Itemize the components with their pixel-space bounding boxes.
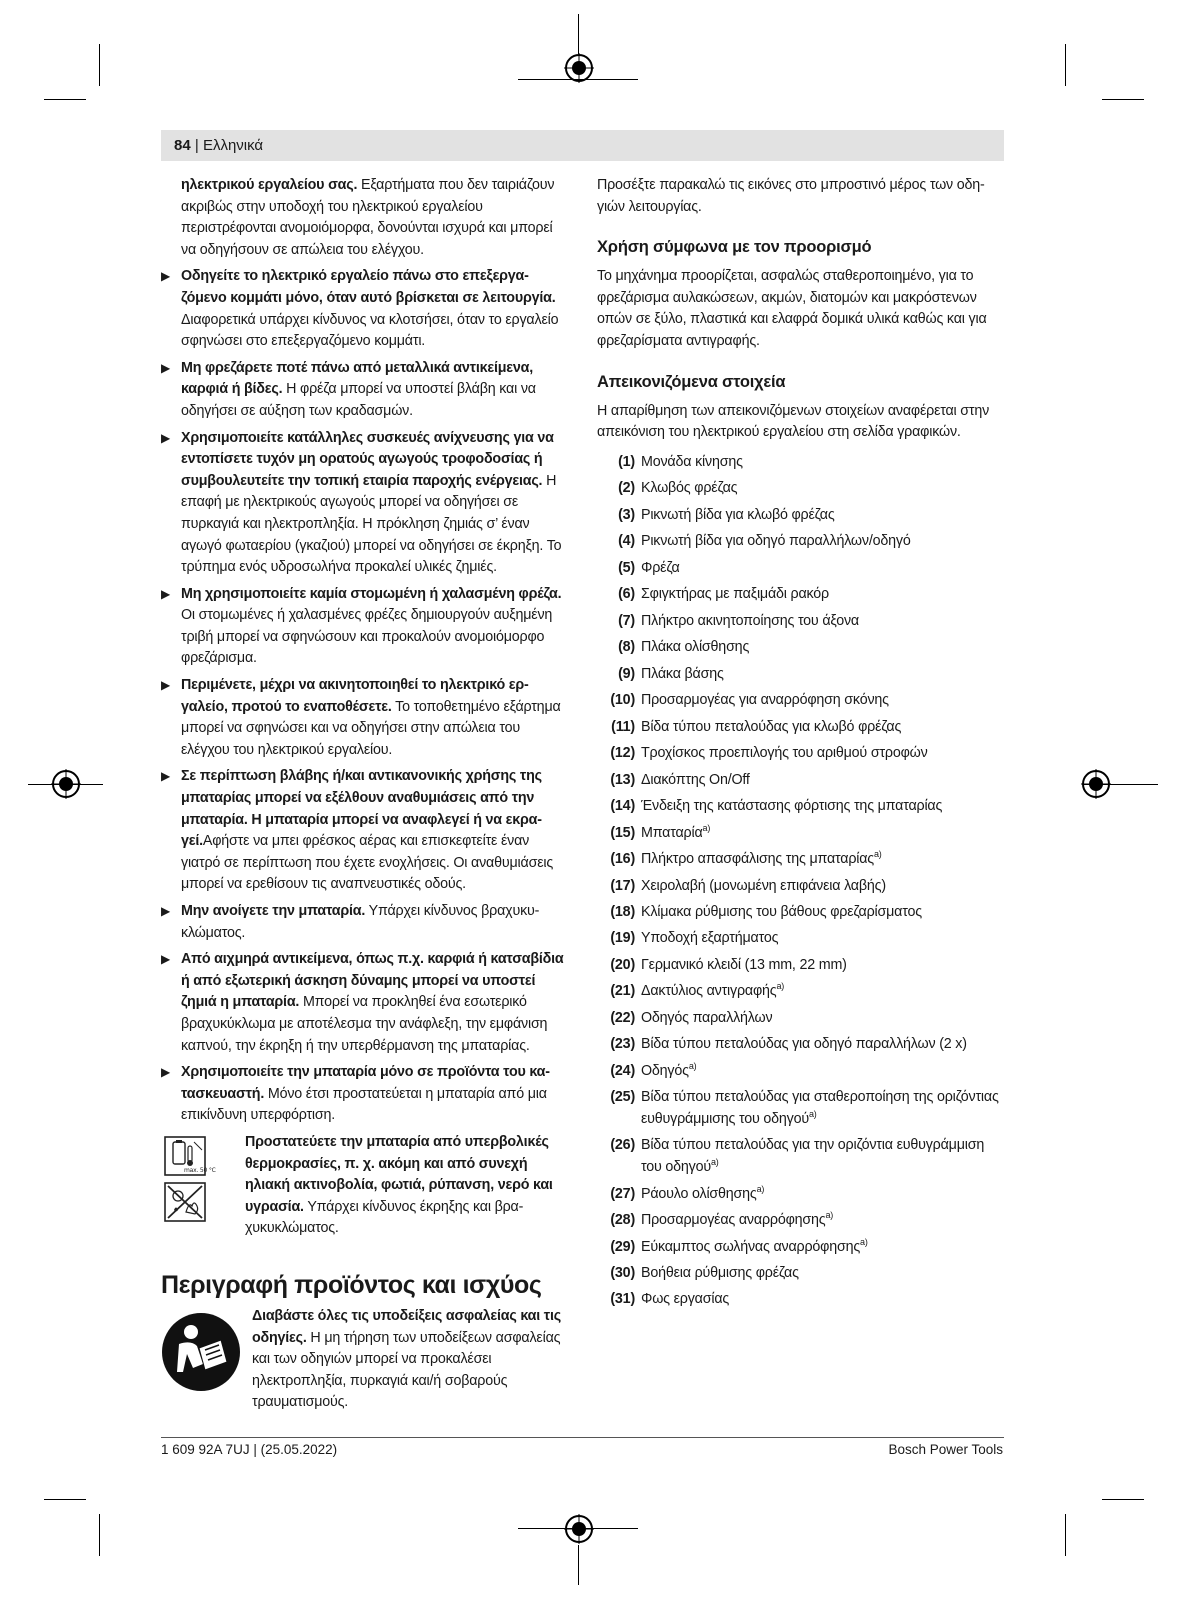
component-label: Βίδα τύπου πεταλούδας για την οριζόντια ευθυγράμμιση του οδηγού <box>641 1137 985 1176</box>
component-number: (11) <box>611 718 635 735</box>
crop-mark <box>99 44 100 86</box>
registration-mark <box>1081 769 1111 799</box>
bullet-triangle-icon: ▶ <box>161 678 171 693</box>
read-instructions-text: Διαβάστε όλες τις υποδείξεις ασφαλείας και τις οδηγίες. Η μη τήρηση των υποδείξεων ασφαλείας και των οδηγιών μπορεί να προκαλέσει ηλεκτροπληξία, πυρκαγιά και/ή σοβαρούς τραυματισμούς. <box>252 1307 561 1411</box>
component-label: Υποδοχή εξαρτήματος <box>641 930 779 947</box>
component-item <box>597 478 1003 500</box>
component-item <box>597 452 1003 474</box>
page-header <box>161 130 1004 161</box>
safety-bullet: ▶ Οδηγείτε το ηλεκτρικό εργαλείο πάνω στο επεξεργαζόμενο κομμάτι μόνο, όταν αυτό βρίσκεται σε λειτουργία. Διαφορετικά υπάρχει κίνδυνος να κλοτσήσει, όταν το εργαλείο σφηνώσει στο επεξεργαζόμενο κομμάτι. <box>161 268 559 350</box>
footnote-marker: a) <box>808 1109 817 1120</box>
bullet-triangle-icon: ▶ <box>161 952 171 967</box>
safety-bullet: ▶ Χρησιμοποιείτε κατάλληλες συσκευές ανίχνευσης για να εντοπίσετε τυχόν μη ορατούς αγωγούς τροφοδοσίας ή συμβουλευτείτε την τοπική εταιρία παροχής ενέργειας. Η επαφή με ηλεκτρικούς αγωγούς μπορεί να οδηγήσει σε πυρκαγιά και ηλεκτροπληξία. Η πρόκληση ζημιάς σ’ έναν αγωγό φωταερίου (γκαζιού) μπορεί να οδηγήσει σε έκρηξη. Το τρύπημα ενός υδροσωλήνα προκαλεί υλικές ζημιές. <box>161 429 562 576</box>
component-label: Προσαρμογέας αναρρόφησης <box>641 1212 826 1229</box>
bullet-triangle-icon: ▶ <box>161 586 171 601</box>
component-number: (30) <box>610 1264 635 1281</box>
component-item <box>597 981 1003 1003</box>
header-separator: | <box>194 137 199 154</box>
component-label: Φρέζα <box>641 559 680 576</box>
component-number: (27) <box>610 1185 635 1202</box>
safety-bullet: ▶ Μην ανοίγετε την μπαταρία. Υπάρχει κίνδυνος βραχυκυκλώματος. <box>161 903 540 941</box>
component-item <box>597 928 1003 950</box>
max-temperature-icon <box>164 1136 216 1176</box>
section-title: Περιγραφή προϊόντος και ισχύος <box>161 1270 542 1299</box>
component-label: Βίδα τύπου πεταλούδας για κλωβό φρέζας <box>641 718 902 735</box>
component-item <box>597 743 1003 765</box>
component-number: (31) <box>610 1291 635 1308</box>
component-number: (14) <box>610 798 635 815</box>
crop-mark <box>1102 1499 1144 1500</box>
component-number: (18) <box>610 903 635 920</box>
component-number: (5) <box>618 559 635 576</box>
crop-mark <box>578 14 579 54</box>
component-number: (13) <box>610 771 635 788</box>
component-item <box>597 796 1003 818</box>
component-label: Κλίμακα ρύθμισης του βάθους φρεζαρίσματος <box>641 903 922 920</box>
crop-mark <box>99 1514 100 1556</box>
component-number: (28) <box>610 1212 635 1229</box>
component-item <box>597 1184 1003 1206</box>
component-number: (21) <box>610 983 635 1000</box>
component-number: (8) <box>618 639 635 656</box>
component-label: Δακτύλιος αντιγραφής <box>641 983 777 1000</box>
components-intro: Η απαρίθμηση των απεικονιζόμενων στοιχείων αναφέρεται στην απεικόνιση του ηλεκτρικού εργαλείου στη σελίδα γραφικών. <box>597 402 990 441</box>
component-label: Ρικνωτή βίδα για οδηγό παραλλήλων/οδηγό <box>641 533 911 550</box>
component-item <box>597 876 1003 898</box>
read-manual-icon <box>161 1312 241 1392</box>
component-item <box>597 584 1003 606</box>
crop-mark <box>44 1499 86 1500</box>
component-label: Πλάκα ολίσθησης <box>641 639 750 656</box>
language-label: Ελληνικά <box>202 137 264 154</box>
footer-doc-id: 1 609 92A 7UJ | (25.05.2022) <box>161 1442 338 1457</box>
component-number: (4) <box>618 533 635 550</box>
component-number: (1) <box>618 453 635 470</box>
footnote-marker: a) <box>688 1061 697 1072</box>
component-number: (16) <box>610 851 635 868</box>
component-item <box>597 1061 1003 1083</box>
component-number: (22) <box>610 1009 635 1026</box>
component-item <box>597 505 1003 527</box>
component-item <box>597 1087 1003 1130</box>
component-label: Βίδα τύπου πεταλούδας για οδηγό παραλλήλων (2 x) <box>641 1036 967 1053</box>
component-number: (9) <box>618 665 635 682</box>
heat-warning <box>161 1132 566 1240</box>
read-instructions-notice <box>161 1306 566 1414</box>
safety-bullet: ▶ Μη φρεζάρετε ποτέ πάνω από μεταλλικά αντικείμενα, καρφιά ή βίδες. Η φρέζα μπορεί να υποστεί βλάβη και να οδηγήσει σε αύξηση των κραδασμών. <box>161 359 536 419</box>
component-label: Φως εργασίας <box>641 1291 730 1308</box>
component-item <box>597 611 1003 633</box>
footnote-marker: a) <box>825 1210 834 1221</box>
components-list <box>597 452 1003 1311</box>
component-label: Προσαρμογέας για αναρρόφηση σκόνης <box>641 692 889 709</box>
footer-brand: Bosch Power Tools <box>888 1442 1003 1457</box>
component-label: Βοήθεια ρύθμισης φρέζας <box>641 1264 799 1281</box>
footnote-marker: a) <box>874 849 882 860</box>
component-number: (25) <box>610 1089 635 1106</box>
component-item <box>597 1135 1003 1178</box>
component-number: (2) <box>618 480 635 497</box>
component-number: (15) <box>610 824 635 841</box>
bullet-triangle-icon: ▶ <box>161 904 171 918</box>
left-column <box>161 175 566 1414</box>
crop-mark <box>1102 99 1144 100</box>
max-temperature-label: max. 50 °C <box>184 1166 216 1174</box>
footnote-marker: a) <box>702 822 711 833</box>
heat-icons <box>164 1136 216 1228</box>
component-label: Μπαταρία <box>641 824 703 841</box>
footnote-marker: a) <box>756 1183 765 1194</box>
component-number: (12) <box>610 745 635 762</box>
footnote-marker: a) <box>860 1236 868 1247</box>
bullet-triangle-icon: ▶ <box>161 360 171 375</box>
crop-mark <box>578 1545 579 1585</box>
component-number: (24) <box>610 1062 635 1079</box>
bullet-triangle-icon: ▶ <box>161 1065 171 1080</box>
component-number: (26) <box>610 1137 635 1154</box>
safety-bullet-list <box>161 266 566 1127</box>
component-label: Πλήκτρο ακινητοποίησης του άξονα <box>641 612 859 629</box>
safety-bullet: ▶ Σε περίπτωση βλάβης ή/και αντικανονικής χρήσης της μπαταρίας μπορεί να εξέλθουν αναθυμιάσεις από την μπαταρία. Η μπαταρία μπορεί να αναφλεγεί ή να εκραγεί.Αφήστε να μπει φρέσκος αέρας και επισκεφτείτε έναν γιατρό σε περίπτωση που έχετε ενοχλήσεις. Οι αναθυμιάσεις μπορεί να ερεθίσουν τις αναπνευστικές οδούς. <box>161 768 554 893</box>
component-number: (3) <box>618 506 635 523</box>
crop-mark <box>1065 44 1066 86</box>
component-label: Πλήκτρο απασφάλισης της μπαταρίας <box>641 851 874 868</box>
intended-use-heading: Χρήση σύμφωνα με τον προορισμό <box>597 238 872 257</box>
component-item <box>597 902 1003 924</box>
component-label: Ρικνωτή βίδα για κλωβό φρέζας <box>641 506 835 523</box>
component-number: (7) <box>618 612 635 629</box>
footer-rule <box>161 1437 1004 1438</box>
component-number: (6) <box>618 586 635 603</box>
component-item <box>597 770 1003 792</box>
component-item <box>597 637 1003 659</box>
component-item <box>597 1034 1003 1056</box>
safety-bullet: ▶ Από αιχμηρά αντικείμενα, όπως π.χ. καρφιά ή κατσαβίδια ή από εξωτερική άσκηση δύναμης μπορεί να υποστεί ζημιά η μπαταρία. Μπορεί να προκληθεί ένα εσωτερικό βραχυκύκλωμα με αποτέλεσμα την ανάφλεξη, την εμφάνιση καπνού, την έκρηξη ή την υπερθέρμανση της μπαταρίας. <box>161 951 564 1054</box>
crop-mark <box>44 99 86 100</box>
component-label: Σφιγκτήρας με παξιμάδι ρακόρ <box>641 586 829 603</box>
component-item <box>597 1263 1003 1285</box>
component-item <box>597 664 1003 686</box>
safety-intro-paragraph: ηλεκτρικού εργαλείου σας. Εξαρτήματα που δεν ταιριάζουν ακριβώς στην υποδοχή του ηλεκτρικού εργαλείου περιστρέφονται ανομοιόμορφα, δονούνται ισχυρά και μπορεί να οδηγήσουν σε απώλεια του ελέγχου. <box>181 177 555 258</box>
component-label: Βίδα τύπου πεταλούδας για σταθεροποίηση της οριζόντιας ευθυγράμμισης του οδηγού <box>641 1089 999 1127</box>
component-number: (17) <box>610 877 635 894</box>
component-number: (10) <box>610 692 635 709</box>
heat-warning-text: Προστατεύετε την μπαταρία από υπερβολικές θερμοκρασίες, π. χ. ακόμη και από συνεχή ηλιακή ακτινοβολία, φωτιά, ρύπανση, νερό και υγρασία. Υπάρχει κίνδυνος έκρηξης και βραχυκυκλώματος. <box>245 1133 553 1237</box>
crop-mark <box>1065 1514 1066 1556</box>
component-label: Διακόπτης On/Off <box>641 771 750 788</box>
component-label: Γερμανικό κλειδί (13 mm, 22 mm) <box>641 956 847 973</box>
bullet-triangle-icon: ▶ <box>161 769 171 784</box>
intended-use-text: Το μηχάνημα προορίζεται, ασφαλώς σταθεροποιημένο, για το φρεζάρισμα αυλακώσεων, ακμών, διατομών και μακρόστενων οπών σε ξύλο, πλαστικά και ελαφρά δομικά υλικά καθώς και για φρεζαρίσματα αντιγραφής. <box>597 268 987 349</box>
registration-mark <box>51 769 81 799</box>
registration-mark <box>564 53 594 83</box>
component-number: (20) <box>610 956 635 973</box>
page-number: 84 <box>174 137 191 154</box>
right-column <box>597 175 1003 1316</box>
component-item <box>597 1008 1003 1030</box>
component-label: Μονάδα κίνησης <box>641 453 743 470</box>
component-label: Χειρολαβή (μονωμένη επιφάνεια λαβής) <box>641 877 886 894</box>
figures-note: Προσέξτε παρακαλώ τις εικόνες στο μπροστινό μέρος των οδηγιών λειτουργίας. <box>597 177 985 215</box>
component-item <box>597 1237 1003 1259</box>
component-label: Οδηγός παραλλήλων <box>641 1009 773 1026</box>
component-item <box>597 690 1003 712</box>
safety-bullet: ▶ Μη χρησιμοποιείτε καμία στομωμένη ή χαλασμένη φρέζα. Οι στομωμένες ή χαλασμένες φρέζες δημιουργούν αυξημένη τριβή μπορεί να σφηνώσουν και προκαλούν ανομοιόμορφο φρεζάρισμα. <box>161 585 562 667</box>
component-label: Οδηγός <box>641 1062 689 1079</box>
footnote-marker: a) <box>776 981 785 992</box>
component-label: Τροχίσκος προεπιλογής του αριθμού στροφών <box>641 745 928 762</box>
component-item <box>597 955 1003 977</box>
bullet-triangle-icon: ▶ <box>161 430 171 445</box>
component-label: Πλάκα βάσης <box>641 665 724 682</box>
registration-mark <box>564 1514 594 1544</box>
component-item <box>597 531 1003 553</box>
component-label: Εύκαμπτος σωλήνας αναρρόφησης <box>641 1238 861 1255</box>
component-item <box>597 558 1003 580</box>
footnote-marker: a) <box>710 1157 719 1168</box>
component-item <box>597 1289 1003 1311</box>
component-number: (23) <box>610 1036 635 1053</box>
component-item <box>597 823 1003 845</box>
bullet-triangle-icon: ▶ <box>161 269 171 284</box>
component-number: (19) <box>610 930 635 947</box>
components-heading: Απεικονιζόμενα στοιχεία <box>597 372 786 391</box>
component-item <box>597 1210 1003 1232</box>
component-label: Ράουλο ολίσθησης <box>641 1185 757 1202</box>
component-item <box>597 717 1003 739</box>
component-label: Ένδειξη της κατάστασης φόρτισης της μπαταρίας <box>641 798 943 815</box>
component-item <box>597 849 1003 871</box>
page-label <box>174 137 263 154</box>
component-label: Κλωβός φρέζας <box>641 480 738 497</box>
safety-bullet: ▶ Περιμένετε, μέχρι να ακινητοποιηθεί το ηλεκτρικό εργαλείο, προτού το εναποθέσετε. Το τοποθετημένο εξάρτημα μπορεί να σφηνώσει και να οδηγήσει στην απώλεια του ελέγχου του ηλεκτρικού εργαλείου. <box>161 677 561 758</box>
safety-bullet: ▶ Χρησιμοποιείτε την μπαταρία μόνο σε προϊόντα του κατασκευαστή. Μόνο έτσι προστατεύεται η μπαταρία από μια επικίνδυνη υπερφόρτιση. <box>161 1064 551 1124</box>
component-number: (29) <box>610 1238 635 1255</box>
no-sun-fire-water-icon <box>164 1182 206 1222</box>
